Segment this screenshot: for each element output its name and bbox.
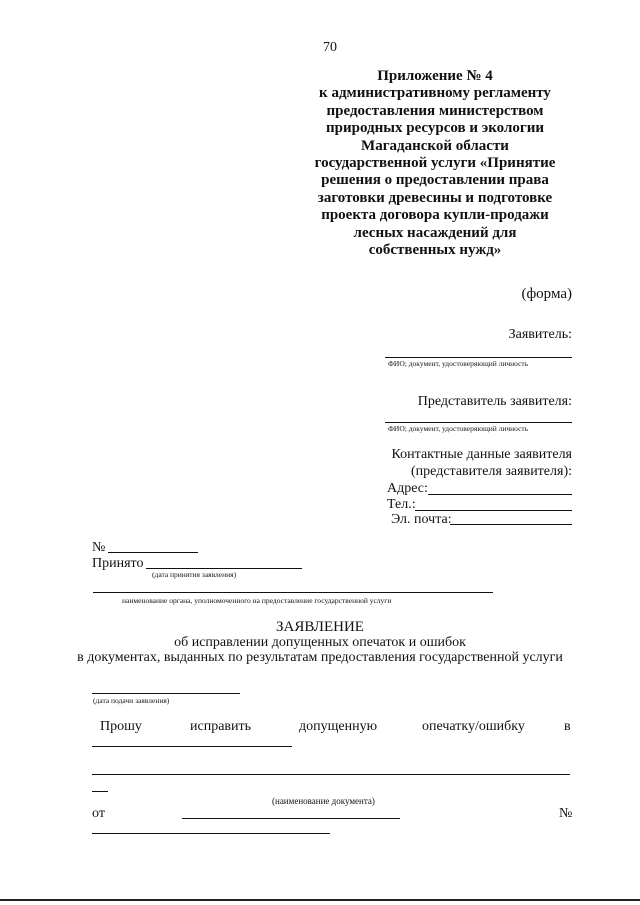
appendix-line: предоставления министерством [326,102,544,119]
doc-number-label: № [559,806,573,821]
request-word: допущенную [299,719,378,734]
statement-subtitle-2: в документах, выданных по результатам предоставления государственной услуги [77,650,563,665]
registration-number-label: № [92,540,106,555]
organ-caption: наименование органа, уполномоченного на предоставление государственной услуги [122,596,392,605]
page-edge-divider [0,899,640,901]
submit-date-field[interactable] [92,693,240,694]
from-date-field[interactable] [182,818,400,819]
doc-number-field[interactable] [92,833,330,834]
form-label: (форма) [521,286,572,302]
appendix-line: к административному регламенту [319,85,551,102]
address-field[interactable] [428,494,572,495]
email-field[interactable] [450,524,572,525]
request-word: опечатку/ошибку [422,719,525,734]
submit-date-caption: (дата подачи заявления) [93,696,170,705]
representative-caption: ФИО; документ, удостоверяющий личность [388,424,529,433]
request-word: в [564,719,571,734]
appendix-line: Приложение № 4 [377,68,493,84]
email-label: Эл. почта: [391,512,452,527]
appendix-line: проекта договора купли-продажи [321,207,549,224]
representative-label: Представитель заявителя: [417,394,572,409]
appendix-line: заготовки древесины и подготовке [317,189,553,206]
appendix-line: лесных насаждений для [353,224,517,241]
phone-field[interactable] [415,510,572,511]
registration-number-field[interactable] [108,552,198,553]
appendix-line: Магаданской области [361,137,509,154]
appendix-line: собственных нужд» [368,242,502,259]
request-field-1[interactable] [92,746,292,747]
appendix-line: государственной услуги «Принятие [314,155,556,172]
from-label: от [92,806,105,821]
applicant-caption: ФИО; документ, удостоверяющий личность [388,359,529,368]
request-word: Прошу [100,719,142,734]
accepted-date-field[interactable] [146,568,302,569]
representative-field[interactable] [385,422,572,423]
statement-subtitle: об исправлении допущенных опечаток и ошибок [174,635,466,650]
request-field-2[interactable] [92,774,570,775]
accepted-date-caption: (дата принятия заявления) [152,570,237,579]
request-word: исправить [190,719,252,734]
statement-title: ЗАЯВЛЕНИЕ [276,619,364,635]
address-label: Адрес: [387,481,428,496]
contacts-heading: Контактные данные заявителя [391,447,572,462]
appendix-line: решения о предоставлении права [321,172,549,189]
appendix-heading [300,68,570,259]
applicant-field[interactable] [385,357,572,358]
accepted-label: Принято [92,556,144,571]
doc-name-caption: (наименование документа) [272,796,375,806]
contacts-subheading: (представителя заявителя): [411,464,572,479]
applicant-label: Заявитель: [508,327,572,342]
phone-label: Тел.: [387,497,416,512]
request-field-3[interactable] [92,791,108,792]
organ-field[interactable] [93,592,493,593]
appendix-line: природных ресурсов и экологии [326,120,544,137]
page-number: 70 [323,40,337,55]
